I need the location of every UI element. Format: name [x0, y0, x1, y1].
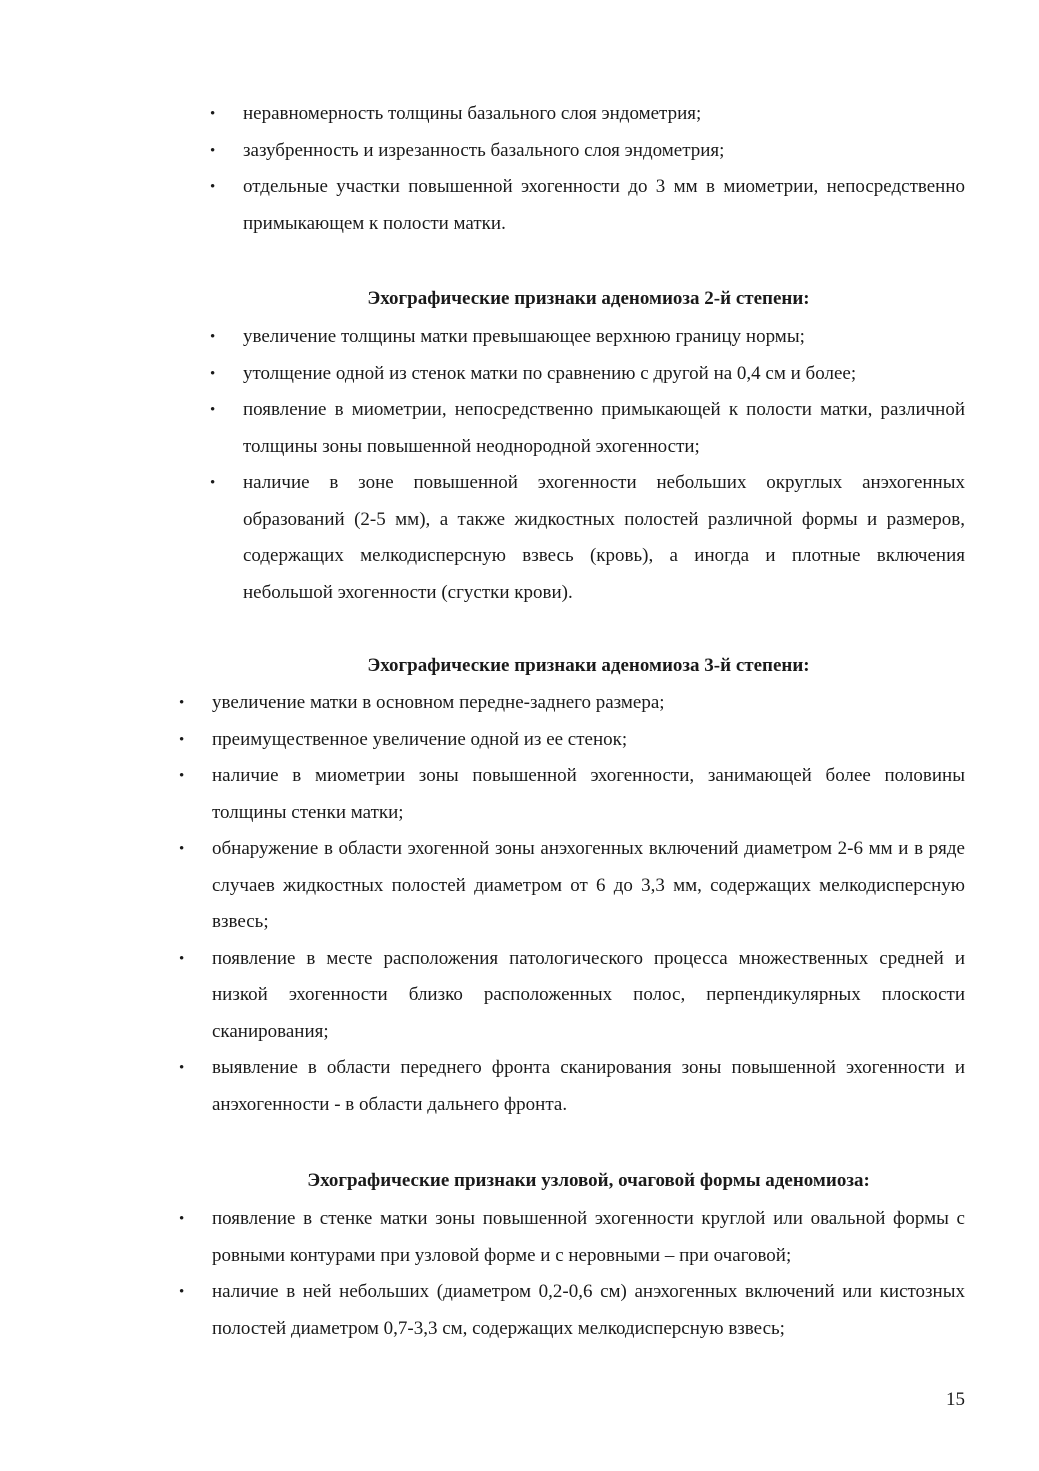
- list-item: [210, 392, 965, 465]
- list-item: [210, 356, 965, 393]
- list-item: [179, 685, 965, 722]
- bullet-icon: •: [179, 1211, 185, 1227]
- list-item-text: наличие в ней небольших (диаметром 0,2-0,6 см) анэхогенных включений или кистозных полостей диаметром 0,7-3,3 см, содержащих мелкодисперсную взвесь;: [212, 1281, 965, 1339]
- nodular-list: [179, 1201, 965, 1347]
- list-item: [210, 319, 965, 356]
- bullet-icon: •: [210, 329, 216, 345]
- section-heading-nodular: Эхографические признаки узловой, очаговой формы аденомиоза:: [307, 1170, 870, 1191]
- intro-list: [210, 96, 965, 242]
- list-item: [210, 96, 965, 133]
- degree2-list: [210, 319, 965, 611]
- list-item-text: увеличение толщины матки превышающее верхнюю границу нормы;: [243, 326, 805, 347]
- bullet-icon: •: [179, 695, 185, 711]
- list-item-text: наличие в миометрии зоны повышенной эхогенности, занимающей более половины толщины стенки матки;: [212, 765, 965, 823]
- bullet-icon: •: [179, 841, 185, 857]
- list-item: [179, 1050, 965, 1123]
- list-item-text: появление в месте расположения патологического процесса множественных средней и низкой эхогенности близко расположенных полос, перпендикулярных плоскости сканирования;: [212, 947, 965, 1042]
- bullet-icon: •: [179, 950, 185, 967]
- list-item-text: увеличение матки в основном передне-заднего размера;: [212, 692, 665, 713]
- bullet-icon: •: [210, 365, 216, 382]
- list-item: [179, 941, 965, 1051]
- bullet-icon: •: [210, 402, 216, 418]
- page-number: 15: [946, 1389, 965, 1410]
- list-item: [179, 831, 965, 941]
- bullet-icon: •: [210, 106, 216, 122]
- list-item-text: появление в стенке матки зоны повышенной эхогенности круглой или овальной формы с ровными контурами при узловой форме и с неровными – при очаговой;: [212, 1208, 965, 1266]
- bullet-icon: •: [179, 1060, 185, 1076]
- bullet-icon: •: [210, 142, 216, 159]
- section-heading-degree2: Эхографические признаки аденомиоза 2-й степени:: [367, 288, 810, 309]
- bullet-icon: •: [210, 475, 216, 491]
- bullet-icon: •: [179, 731, 185, 748]
- list-item: [179, 1274, 965, 1347]
- section-heading-degree3: Эхографические признаки аденомиоза 3-й степени:: [367, 655, 810, 676]
- list-item-text: появление в миометрии, непосредственно примыкающей к полости матки, различной толщины зоны повышенной неоднородной эхогенности;: [243, 399, 965, 457]
- list-item-text: преимущественное увеличение одной из ее стенок;: [212, 728, 628, 750]
- list-item-text: выявление в области переднего фронта сканирования зоны повышенной эхогенности и анэхогенности - в области дальнего фронта.: [212, 1057, 965, 1115]
- list-item-text: неравномерность толщины базального слоя эндометрия;: [243, 103, 702, 124]
- list-item-text: зазубренность и изрезанность базального слоя эндометрия;: [243, 139, 725, 161]
- list-item: [179, 758, 965, 831]
- list-item-text: утолщение одной из стенок матки по сравнению с другой на 0,4 см и более;: [243, 362, 857, 384]
- list-item: [210, 133, 965, 170]
- degree3-list: [179, 685, 965, 1123]
- list-item-text: обнаружение в области эхогенной зоны анэхогенных включений диаметром 2-6 мм и в ряде случаев жидкостных полостей диаметром от 6 до 3,3 мм, содержащих мелкодисперсную взвесь;: [212, 838, 965, 932]
- bullet-icon: •: [179, 768, 185, 784]
- list-item-text: отдельные участки повышенной эхогенности до 3 мм в миометрии, непосредственно примыкающем к полости матки.: [243, 176, 965, 234]
- list-item: [210, 169, 965, 242]
- list-item: [179, 1201, 965, 1274]
- list-item-text: наличие в зоне повышенной эхогенности небольших округлых анэхогенных образований (2-5 мм), а также жидкостных полостей различной формы и размеров, содержащих мелкодисперсную взвесь (кровь), а иногда и плотные включения небольшой эхогенности (сгустки крови).: [243, 472, 965, 603]
- list-item: [210, 465, 965, 611]
- list-item: [179, 722, 965, 759]
- bullet-icon: •: [210, 179, 216, 195]
- bullet-icon: •: [179, 1284, 185, 1300]
